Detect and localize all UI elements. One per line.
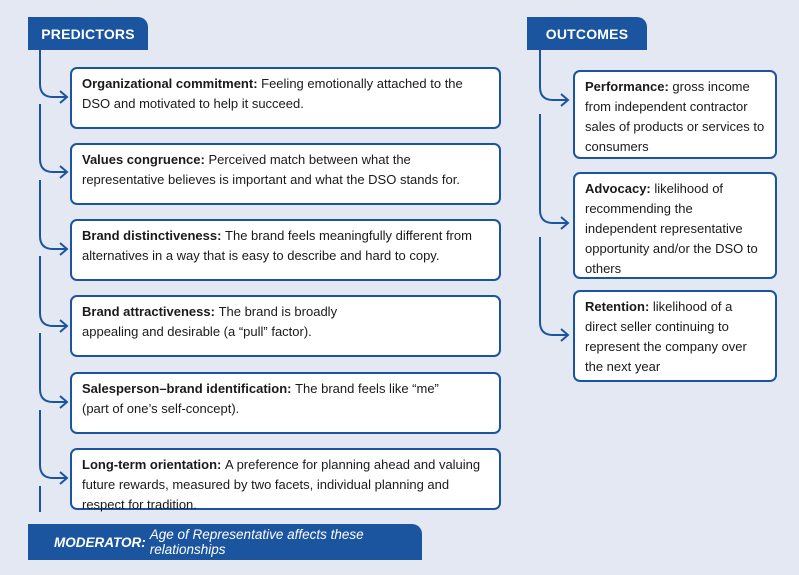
predictor-term: Values congruence: — [82, 152, 209, 167]
predictor-term: Salesperson–brand identification: — [82, 381, 296, 396]
predictor-description: A preference for planning ahead and valuing future rewards, measured by two facets, individual planning and respect for tradition. — [82, 457, 481, 512]
connector-predictor-1 — [40, 50, 66, 97]
connector-predictor-4 — [40, 256, 66, 326]
predictor-box-salesperson-brand-identification — [70, 372, 501, 434]
outcome-box-retention — [573, 290, 777, 382]
connector-outcome-2 — [540, 114, 567, 223]
predictor-description: The brand feels meaningfully different from alternatives in a way that is easy to describe and hard to copy. — [82, 228, 472, 263]
outcome-term: Retention: — [585, 299, 653, 314]
predictors-header: PREDICTORS — [28, 17, 148, 50]
moderator-label: MODERATOR: — [54, 534, 146, 550]
connector-predictor-2 — [40, 104, 66, 172]
outcome-term: Advocacy: — [585, 181, 655, 196]
outcome-box-advocacy — [573, 172, 777, 279]
connector-predictor-3 — [40, 180, 66, 249]
predictor-term: Brand attractiveness: — [82, 304, 219, 319]
moderator-text: Age of Representative affects these relationships — [149, 527, 364, 557]
outcome-term: Performance: — [585, 79, 673, 94]
predictor-box-values-congruence — [70, 143, 501, 205]
predictor-term: Brand distinctiveness: — [82, 228, 226, 243]
outcome-description: gross income from independent contractor sales of products or services to consumers — [585, 79, 765, 154]
connector-outcome-3 — [540, 237, 567, 335]
predictor-box-long-term-orientation — [70, 448, 501, 510]
predictor-box-brand-distinctiveness — [70, 219, 501, 281]
predictor-term: Long-term orientation: — [82, 457, 225, 472]
connector-predictor-5 — [40, 333, 66, 402]
predictor-description: The brand feels like “me” (part of one’s self-concept). — [82, 381, 439, 416]
predictor-description: Perceived match between what the representative believes is important and what the DSO stands for. — [82, 152, 460, 187]
predictor-box-brand-attractiveness — [70, 295, 501, 357]
connector-outcome-1 — [540, 50, 567, 100]
connector-predictor-6 — [40, 410, 66, 478]
moderator-bar — [28, 524, 422, 560]
outcome-box-performance — [573, 70, 777, 159]
outcomes-header: OUTCOMES — [527, 17, 647, 50]
predictor-description: The brand is broadly appealing and desirable (a “pull” factor). — [82, 304, 338, 339]
outcome-description: likelihood of a direct seller continuing to represent the company over the next year — [585, 299, 747, 374]
predictor-description: Feeling emotionally attached to the DSO and motivated to help it succeed. — [82, 76, 463, 111]
predictor-box-organizational-commitment — [70, 67, 501, 129]
outcome-description: likelihood of recommending the independent representative opportunity and/or the DSO to others — [585, 181, 758, 276]
predictor-term: Organizational commitment: — [82, 76, 262, 91]
